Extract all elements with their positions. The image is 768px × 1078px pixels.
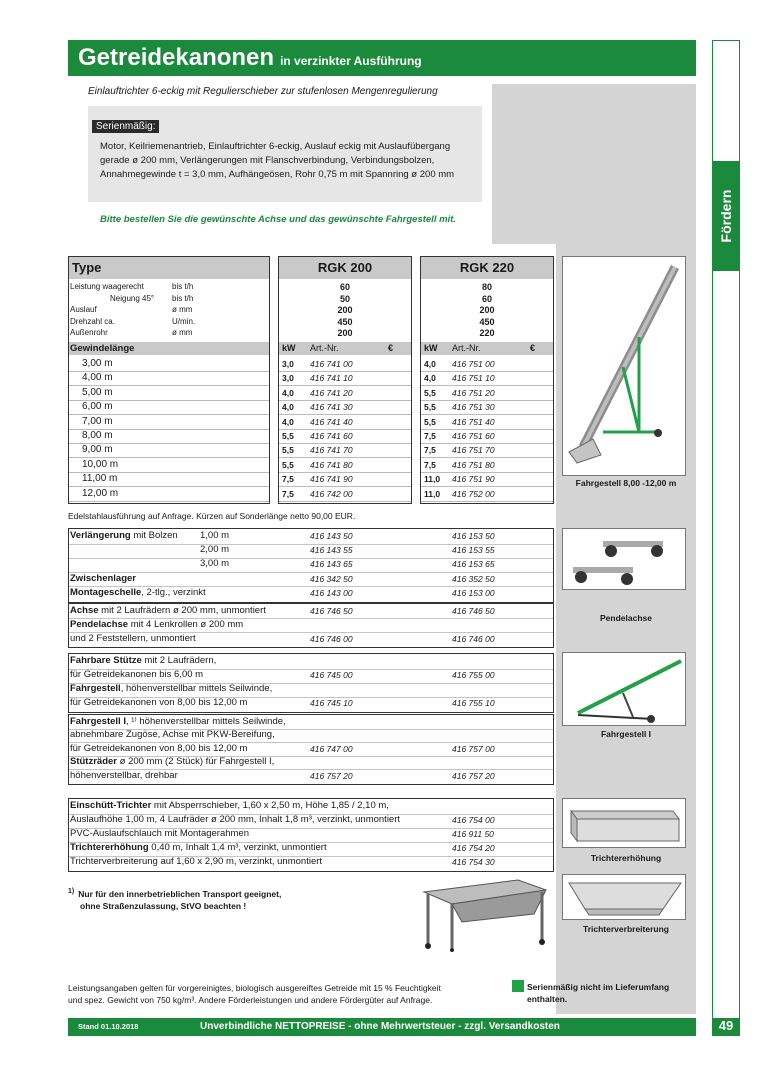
spec-row-value: 80 — [481, 282, 492, 292]
accessory-text — [70, 619, 243, 630]
trichtererhoehung-caption: Trichtererhöhung — [590, 853, 662, 863]
article-number: 416 741 80 — [310, 459, 353, 470]
kw-value: 5,5 — [282, 445, 294, 456]
article-number: 416 755 10 — [452, 698, 495, 708]
length-value: 12,00 m — [82, 487, 119, 499]
accessory-desc: , höhenverstellbar mittels Seilwinde, — [120, 683, 273, 694]
spec-row-label: Neigung 45° — [110, 293, 155, 303]
accessory-desc: Trichterverbreiterung auf 1,60 x 2,90 m, verzinkt, unmontiert — [70, 856, 323, 867]
spec-row-label: Außenrohr — [70, 328, 108, 337]
article-number: 416 745 00 — [310, 670, 353, 680]
accessory-text — [70, 683, 272, 694]
kw-value: 5,5 — [424, 402, 436, 413]
order-note: Bitte bestellen Sie die gewünschte Achse und das gewünschte Fahrgestell mit. — [100, 214, 456, 225]
kw-value: 3,0 — [282, 359, 294, 369]
accessory-bold: Einschütt-Trichter — [70, 800, 152, 811]
accessory-desc: ø 200 mm (2 Stück) für Fahrgestell I, — [116, 756, 275, 768]
row-divider — [279, 371, 411, 372]
accessory-bold: Fahrbare Stütze — [70, 655, 142, 666]
spec-row-value: 200 — [337, 328, 353, 338]
kw-value: 7,5 — [282, 474, 294, 485]
article-number: 416 751 90 — [452, 474, 495, 485]
accessory-text — [70, 530, 178, 541]
einschuett-trichter-image — [418, 874, 550, 952]
col-eur-header: € — [388, 343, 394, 353]
accessory-text — [70, 573, 136, 584]
page-header — [68, 40, 696, 76]
accessory-text — [70, 856, 322, 867]
page-subtitle: in verzinkter Ausführung — [280, 54, 422, 68]
length-value: 6,00 m — [82, 401, 113, 413]
col-kw-header: kW — [282, 343, 296, 353]
article-number: 416 754 30 — [452, 857, 495, 867]
accessory-bold: Pendelachse — [70, 618, 129, 630]
article-number: 416 747 00 — [310, 743, 353, 754]
accessory-desc: für Getreidekanonen bis 6,00 m — [70, 669, 204, 680]
accessory-text — [70, 842, 327, 853]
accessory-text — [70, 770, 178, 781]
footer-bar — [68, 1018, 696, 1036]
article-number: 416 745 10 — [310, 698, 353, 708]
kw-value: 5,5 — [424, 416, 436, 427]
gw-label: Gewindelänge — [70, 343, 135, 354]
kw-value: 3,0 — [282, 373, 294, 384]
spec-row-value: 60 — [481, 293, 492, 304]
col-eur-header: € — [530, 343, 536, 353]
model-rgk220: RGK 220 — [459, 260, 515, 275]
legend-text — [527, 981, 669, 1005]
kw-value: 11,0 — [424, 488, 441, 499]
accessory-desc: mit Bolzen — [130, 530, 178, 541]
row-divider — [421, 414, 553, 415]
footnote-marker: 1) — [68, 888, 75, 895]
spec-row-label: Leistung waagerecht — [70, 282, 144, 291]
kw-value: 5,5 — [282, 459, 294, 470]
row-divider — [279, 385, 411, 386]
kw-value: 5,5 — [424, 387, 436, 398]
type-label: Type — [72, 260, 102, 275]
accessory-sub: 1,00 m — [200, 530, 230, 541]
accessory-text — [70, 633, 196, 644]
row-divider — [421, 457, 553, 458]
accessory-sub: 3,00 m — [200, 558, 230, 570]
article-number: 416 741 70 — [310, 445, 353, 456]
fahrgestell-image — [562, 256, 686, 476]
row-divider — [279, 400, 411, 401]
article-number: 416 757 00 — [452, 743, 495, 754]
spec-row-value: 450 — [479, 316, 495, 327]
article-number: 416 754 00 — [452, 815, 495, 825]
article-number: 416 757 20 — [310, 770, 353, 781]
spec-row-label: Drehzahl ca. — [70, 316, 115, 326]
row-divider — [69, 501, 269, 502]
kw-value: 7,5 — [282, 488, 294, 499]
article-number: 416 741 00 — [310, 359, 353, 369]
accessory-text — [70, 716, 286, 727]
row-divider — [421, 371, 553, 372]
footer-stand: Stand 01.10.2018 — [78, 1022, 139, 1031]
article-number: 416 746 50 — [452, 606, 495, 616]
col-art-header: Art.-Nr. — [452, 343, 481, 353]
accessory-desc: 0,40 m, Inhalt 1,4 m³, verzinkt, unmontiert — [148, 842, 327, 853]
pendelachse-caption: Pendelachse — [600, 613, 652, 623]
article-number: 416 751 20 — [452, 387, 495, 398]
row-divider — [279, 472, 411, 473]
accessory-text — [70, 800, 389, 811]
accessory-desc: mit Absperrschieber, 1,60 x 2,50 m, Höhe 1,85 / 2,10 m, — [151, 800, 389, 811]
accessory-text — [70, 814, 400, 825]
article-number: 416 751 60 — [452, 431, 495, 441]
accessory-bold: Trichtererhöhung — [70, 842, 149, 853]
article-number: 416 741 90 — [310, 474, 353, 485]
article-number: 416 752 00 — [452, 488, 495, 499]
page-number: 49 — [712, 1018, 740, 1036]
kw-value: 4,0 — [424, 359, 436, 369]
row-divider — [421, 486, 553, 487]
accessory-bold: Zwischenlager — [70, 572, 136, 584]
accessory-bold: Stützräder — [70, 756, 117, 768]
article-number: 416 911 50 — [452, 829, 494, 839]
spec-row-value: 60 — [339, 282, 350, 292]
row-divider — [279, 414, 411, 415]
kw-value: 4,0 — [282, 416, 294, 427]
bottom-note — [68, 982, 441, 1006]
accessory-desc: Auslaufhöhe 1,00 m, 4 Laufräder ø 200 mm, Inhalt 1,8 m³, verzinkt, unmontiert — [70, 814, 401, 825]
row-divider — [279, 501, 411, 502]
page-title: Getreidekanonen — [78, 44, 275, 71]
side-tab-label: Fördern — [718, 189, 734, 243]
article-number: 416 751 00 — [452, 359, 495, 369]
spec-row-unit: bis t/h — [172, 282, 194, 291]
row-divider — [279, 457, 411, 458]
accessory-desc: mit 2 Laufrädern ø 200 mm, unmontiert — [98, 605, 266, 616]
spec-row-unit: bis t/h — [172, 293, 194, 303]
spec-row-value: 200 — [479, 305, 495, 315]
kw-value: 7,5 — [424, 459, 436, 470]
spec-row-value: 200 — [337, 305, 353, 315]
legend-line-2: enthalten. — [527, 994, 568, 1004]
intro-text: Einlauftrichter 6-eckig mit Regulierschieber zur stufenlosen Mengenregulierung — [88, 86, 438, 97]
accessory-desc: mit 2 Laufrädern, — [141, 655, 217, 666]
article-number: 416 352 50 — [452, 573, 495, 584]
standard-line-1: Motor, Keilriemenantrieb, Einlauftrichter 6-eckig, Auslauf eckig mit Auslaufübergang — [100, 141, 451, 152]
bottom-note-line-2: und spez. Gewicht von 750 kg/m³. Andere Förderleistungen und andere Fördergüter auf Anfrage. — [68, 995, 433, 1005]
accessory-desc: abnehmbare Zugöse, Achse mit PKW-Bereifung, — [70, 729, 275, 741]
standard-label: Serienmäßig: — [92, 120, 159, 133]
accessory-desc: PVC-Auslaufschlauch mit Montagerahmen — [70, 828, 250, 839]
fahrgestell1-caption: Fahrgestell I — [600, 729, 652, 739]
article-number: 416 741 30 — [310, 402, 353, 413]
article-number: 416 754 20 — [452, 843, 495, 853]
kw-value: 4,0 — [282, 402, 294, 413]
article-number: 416 741 10 — [310, 373, 353, 384]
accessory-desc: , ¹⁾ höhenverstellbar mittels Seilwinde, — [125, 716, 286, 727]
article-number: 416 751 30 — [452, 402, 495, 413]
row-divider — [421, 472, 553, 473]
article-number: 416 746 00 — [310, 633, 353, 644]
spec-row-value: 220 — [479, 328, 495, 338]
article-number: 416 741 60 — [310, 431, 353, 441]
row-divider — [279, 486, 411, 487]
standard-line-3: Annahmegewinde t = 3,0 mm, Aufhängeösen, Rohr 0,75 m mit Spannring ø 200 mm — [100, 169, 455, 180]
pendelachse-image — [562, 528, 686, 590]
trichterverbreiterung-caption: Trichterverbreiterung — [583, 924, 669, 934]
article-number: 416 741 40 — [310, 416, 353, 427]
length-value: 8,00 m — [82, 430, 113, 441]
accessory-bold: Montageschelle — [70, 586, 142, 598]
footnote — [68, 886, 281, 912]
length-value: 7,00 m — [82, 415, 113, 427]
accessory-text — [70, 697, 247, 708]
kw-value: 7,5 — [424, 431, 436, 441]
article-number: 416 741 20 — [310, 387, 353, 398]
article-number: 416 742 00 — [310, 488, 353, 499]
accessory-desc: für Getreidekanonen von 8,00 bis 12,00 m — [70, 742, 248, 754]
row-divider — [279, 443, 411, 444]
accessory-text — [70, 587, 206, 598]
bottom-note-line-1: Leistungsangaben gelten für vorgereinigtes, biologisch ausgereiftes Getreide mit 15 % Feuchtigkeit — [68, 983, 441, 993]
article-number: 416 143 55 — [310, 545, 353, 556]
article-number: 416 143 50 — [310, 531, 353, 541]
accessory-bold: Fahrgestell — [70, 683, 121, 694]
length-value: 4,00 m — [82, 372, 113, 384]
fahrgestell-caption: Fahrgestell 8,00 -12,00 m — [575, 478, 677, 488]
kw-value: 7,5 — [424, 445, 436, 456]
spec-row-unit: U/min. — [172, 316, 196, 326]
article-number: 416 746 50 — [310, 606, 353, 616]
kw-value: 5,5 — [282, 431, 294, 441]
article-number: 416 153 55 — [452, 545, 495, 556]
length-value: 3,00 m — [82, 358, 113, 369]
article-number: 416 153 00 — [452, 587, 495, 598]
row-divider — [421, 385, 553, 386]
length-value: 11,00 m — [82, 473, 118, 485]
article-number: 416 755 00 — [452, 670, 495, 680]
article-number: 416 143 65 — [310, 559, 353, 570]
article-number: 416 751 80 — [452, 459, 495, 470]
col-art-header: Art.-Nr. — [310, 343, 339, 353]
article-number: 416 153 50 — [452, 531, 495, 541]
length-value: 5,00 m — [82, 386, 113, 398]
accessory-text — [70, 605, 266, 616]
footnote-line-2: ohne Straßenzulassung, StVO beachten ! — [80, 900, 247, 911]
kw-value: 11,0 — [424, 474, 441, 485]
edelstahl-note: Edelstahlausführung auf Anfrage. Kürzen auf Sonderlänge netto 90,00 EUR. — [68, 511, 356, 521]
article-number: 416 746 00 — [452, 633, 495, 644]
accessory-text — [70, 756, 274, 767]
row-divider — [421, 429, 553, 430]
trichtererhoehung-image — [562, 798, 686, 848]
kw-value: 4,0 — [424, 373, 436, 384]
col-kw-header: kW — [424, 343, 438, 353]
gray-column-top — [492, 84, 696, 244]
accessory-text — [70, 743, 247, 754]
accessory-bold: Verlängerung — [70, 530, 131, 541]
footer-text: Unverbindliche NETTOPREISE - ohne Mehrwertsteuer - zzgl. Versandkosten — [200, 1021, 560, 1032]
row-divider — [421, 443, 553, 444]
accessory-text — [70, 828, 249, 839]
accessory-desc: , 2-tlg., verzinkt — [141, 586, 206, 598]
article-number: 416 757 20 — [452, 770, 495, 781]
spec-row-unit: ø mm — [172, 305, 193, 314]
spec-row-value: 450 — [337, 316, 353, 327]
model-rgk200: RGK 200 — [317, 260, 373, 275]
accessory-desc: und 2 Feststellern, unmontiert — [70, 632, 196, 644]
footnote-line-1: Nur für den innerbetrieblichen Transport geeignet, — [78, 888, 282, 899]
row-divider — [421, 400, 553, 401]
spec-row-label: Auslauf — [70, 305, 97, 314]
accessory-sub: 2,00 m — [200, 544, 230, 556]
spec-row-unit: ø mm — [172, 328, 193, 337]
article-number: 416 751 40 — [452, 416, 495, 427]
accessory-desc: höhenverstellbar, drehbar — [70, 769, 178, 781]
accessory-text — [70, 655, 216, 666]
accessory-bold: Achse — [70, 605, 99, 616]
row-divider — [421, 501, 553, 502]
accessory-text — [70, 669, 203, 680]
legend-line-1: Serienmäßig nicht im Lieferumfang — [527, 982, 670, 992]
article-number: 416 751 10 — [452, 373, 495, 384]
accessory-bold: Fahrgestell I — [70, 716, 126, 727]
row-divider — [279, 429, 411, 430]
standard-line-2: gerade ø 200 mm, Verlängerungen mit Flanschverbindung, Verbindungsbolzen, — [100, 155, 435, 166]
article-number: 416 751 70 — [452, 445, 495, 456]
side-tab — [712, 40, 740, 1020]
article-number: 416 153 65 — [452, 559, 495, 570]
kw-value: 4,0 — [282, 387, 294, 398]
spec-row-value: 50 — [339, 293, 350, 304]
legend-swatch — [512, 980, 524, 992]
accessory-desc: für Getreidekanonen von 8,00 bis 12,00 m — [70, 697, 248, 708]
article-number: 416 143 00 — [310, 587, 353, 598]
length-value: 10,00 m — [82, 458, 119, 470]
fahrgestell1-image — [562, 652, 686, 726]
length-value: 9,00 m — [82, 444, 113, 456]
accessory-desc: mit 4 Lenkrollen ø 200 mm — [128, 618, 244, 630]
accessory-text — [70, 729, 275, 740]
article-number: 416 342 50 — [310, 573, 353, 584]
trichterverbreiterung-image — [562, 874, 686, 920]
